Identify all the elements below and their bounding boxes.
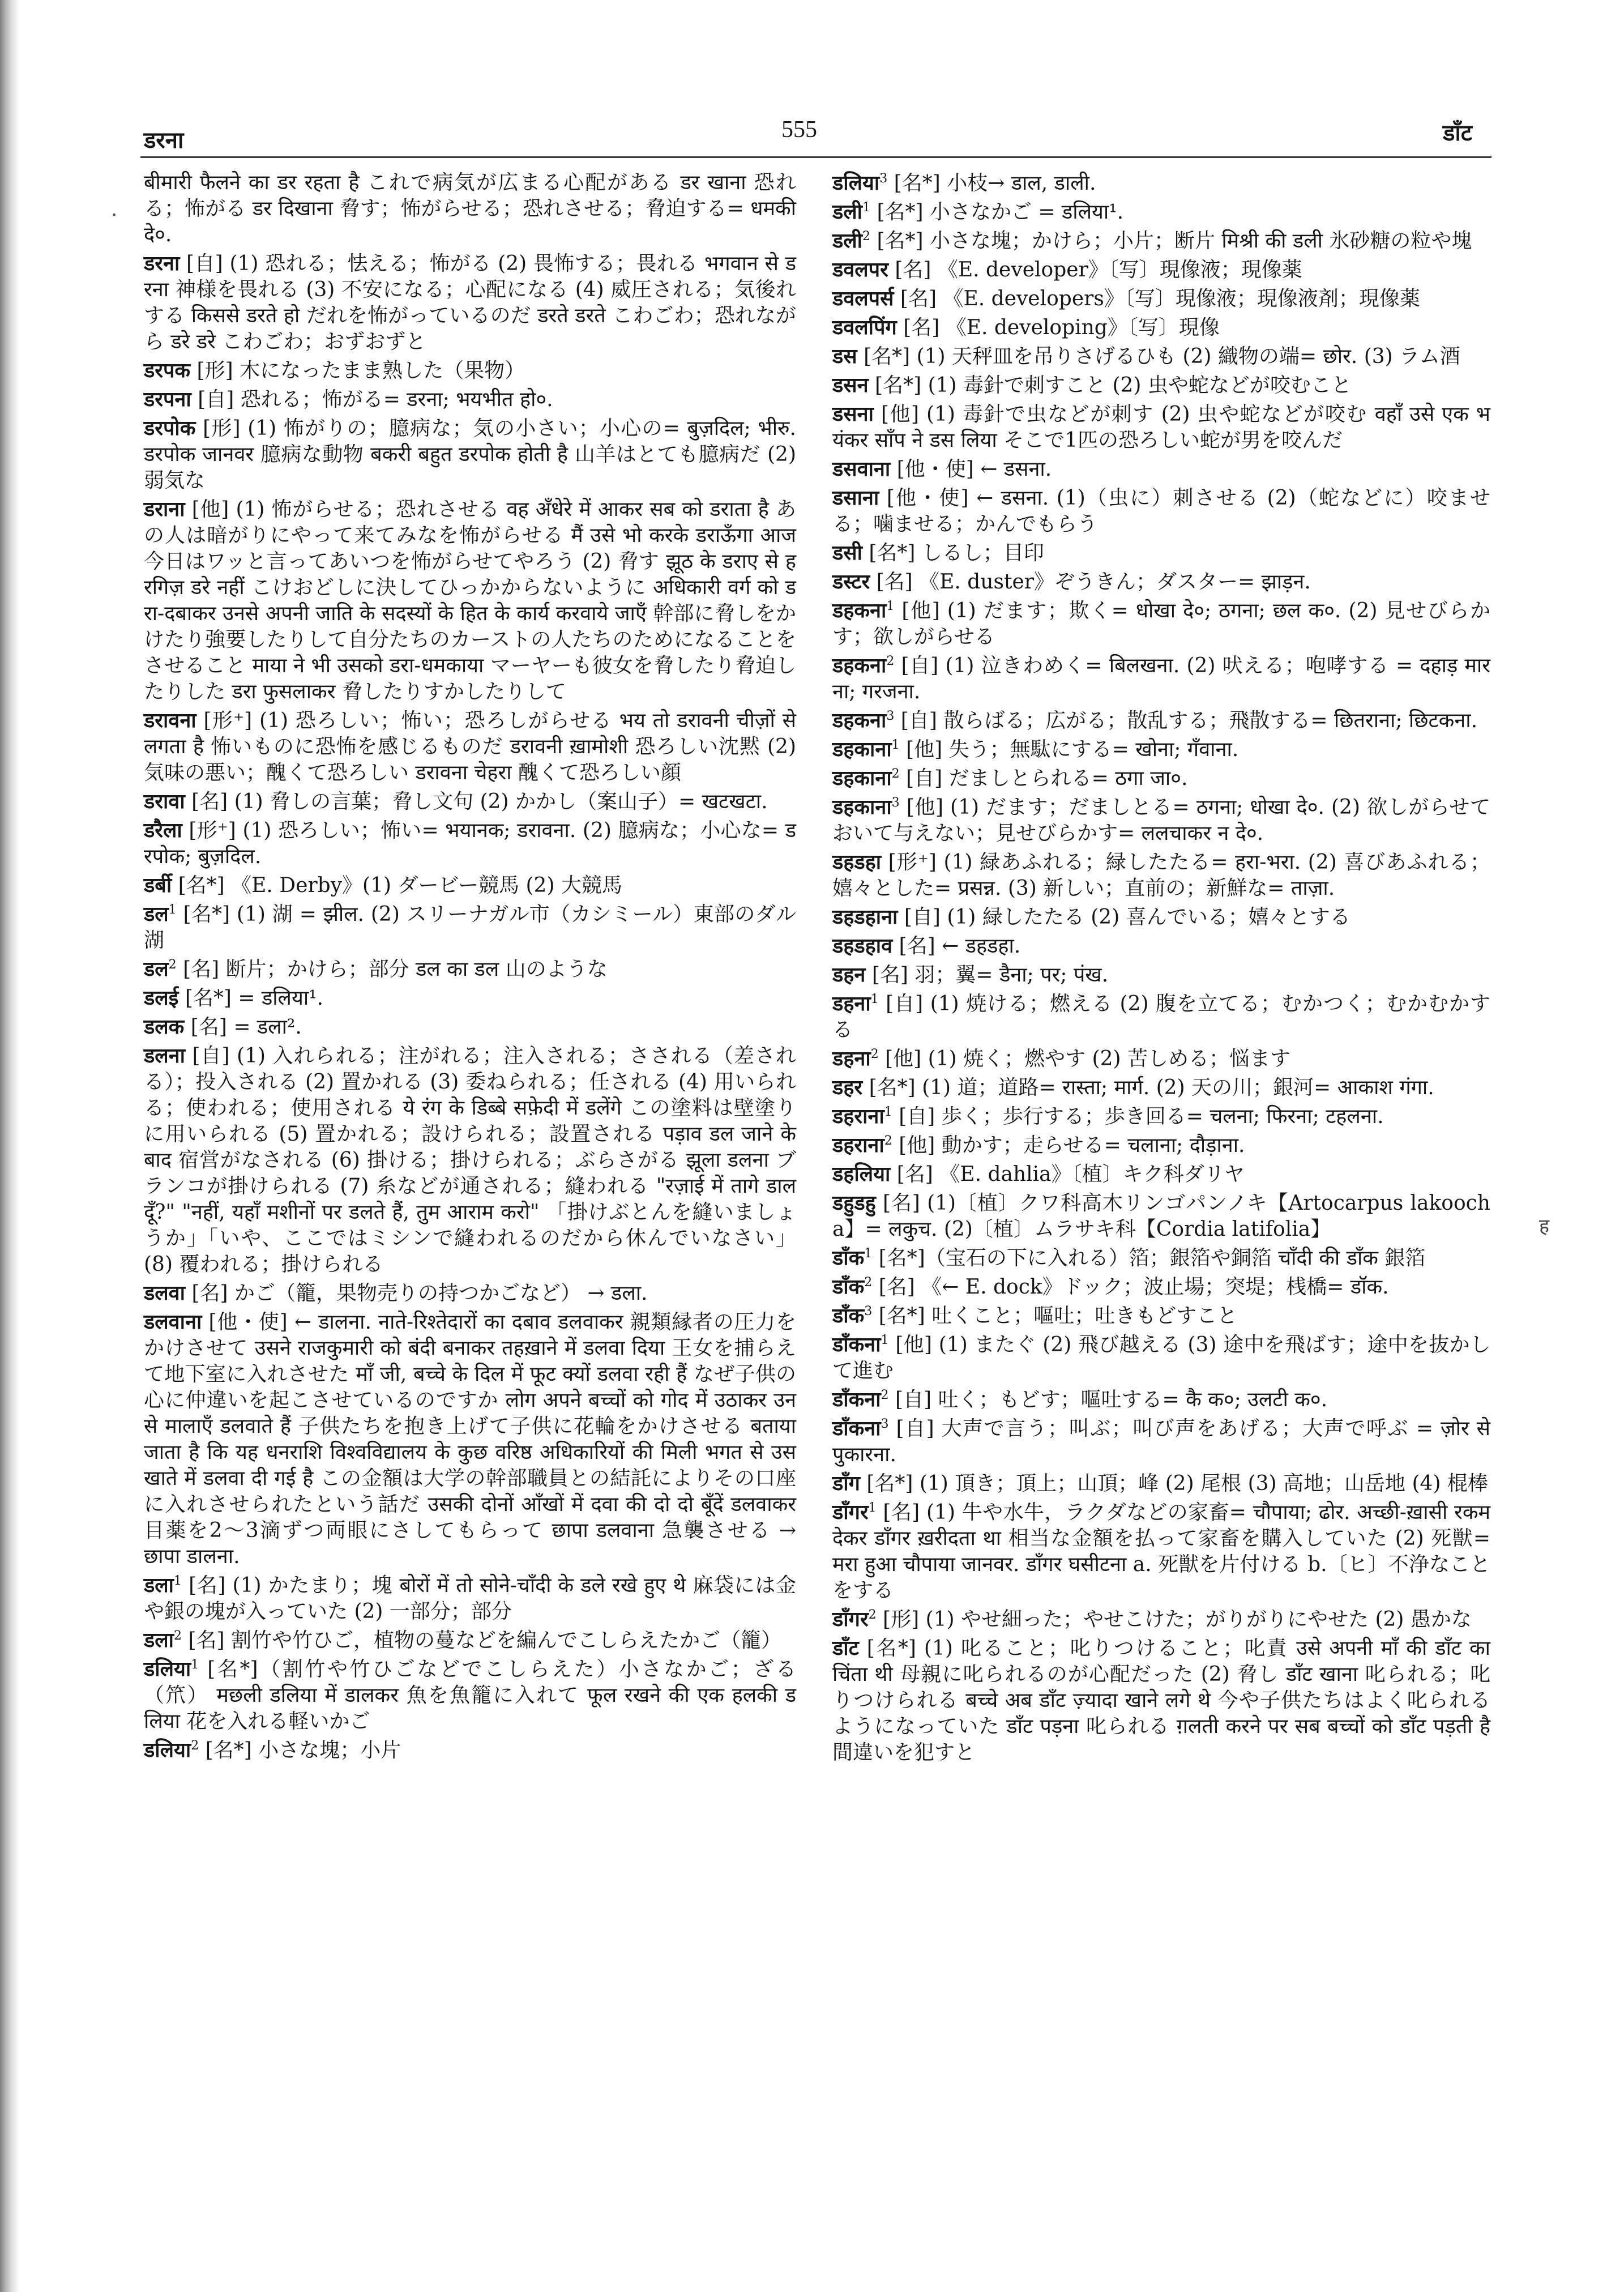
dictionary-entry xyxy=(832,1045,1490,1072)
dictionary-entry xyxy=(832,401,1490,454)
dictionary-entry xyxy=(832,1470,1490,1497)
entry-headword: डलक xyxy=(144,1015,185,1039)
entry-headword: डहडहा xyxy=(832,850,882,874)
entry-headword: डहुडहु xyxy=(832,1191,876,1215)
entry-definition: [他] (1) だます；欺く= धोखा दे०; ठगना; छल क०. (2) 見せびらかす；欲しがらせる xyxy=(832,599,1490,648)
entry-headword: डहकना xyxy=(832,599,887,622)
entry-definition: [自] 散らばる；広がる；散乱する；飛散する= छितराना; छिटकना. xyxy=(900,709,1478,732)
dictionary-entry xyxy=(144,1309,796,1570)
dictionary-entry xyxy=(144,496,796,705)
entry-definition: [他] (1) 焼く；燃やす (2) 苦しめる；悩ます xyxy=(885,1047,1290,1070)
entry-headword: डाँगर xyxy=(832,1500,869,1524)
dictionary-entry xyxy=(832,314,1490,341)
entry-definition: [名*] (1) 毒針で刺すこと (2) 虫や蛇などが咬むこと xyxy=(875,374,1352,397)
entry-headword: डलवा xyxy=(144,1281,186,1305)
dictionary-entry xyxy=(144,1737,796,1764)
entry-headword: डहकाना xyxy=(832,795,892,819)
entry-headword: डस्टर xyxy=(832,570,870,594)
margin-dot: · xyxy=(111,204,118,227)
dictionary-entry xyxy=(144,956,796,983)
entry-headword: डाँकना xyxy=(832,1333,881,1356)
entry-definition: [名*] しるし；目印 xyxy=(869,541,1044,565)
entry-definition: [他] (1) 毒針で虫などが刺す (2) 虫や蛇などが咬む वहाँ उसे एक भयंकर साँप ने डस लिया そこで1匹の恐ろしい蛇が男を咬んだ xyxy=(832,403,1490,452)
entry-headword: डलवाना xyxy=(144,1310,202,1334)
dictionary-entry xyxy=(832,569,1490,595)
entry-headword: डहकाना xyxy=(832,737,892,761)
dictionary-entry xyxy=(144,1572,796,1625)
entry-definition: [他] 動かす；走らせる= चलाना; दौड़ाना. xyxy=(899,1134,1245,1157)
dictionary-entry xyxy=(832,285,1490,312)
entry-headword: डहन xyxy=(832,963,866,987)
dictionary-entry xyxy=(832,1103,1490,1130)
entry-definition: [自] だましとられる= ठगा जा०. xyxy=(906,767,1188,790)
entry-headword: डरपक xyxy=(144,358,191,382)
entry-headword: डहना xyxy=(832,1047,871,1070)
dictionary-entry xyxy=(832,1132,1490,1159)
entry-headword: डरावा xyxy=(144,789,185,813)
entry-definition: [自] (1) 泣きわめく= बिलखना. (2) 吠える；咆哮する = दहाड़ मारना; गरजना. xyxy=(832,654,1490,703)
homograph-number: 1 xyxy=(881,1333,889,1347)
right-column xyxy=(832,170,1490,1768)
dictionary-entry xyxy=(144,357,796,384)
dictionary-entry xyxy=(144,817,796,870)
entry-definition: [名] (1)〔植〕クワ科高木リンゴパンノキ【Artocarpus lakoocha】= लकुच. (2)〔植〕ムラサキ科【Cordia latifolia】 xyxy=(832,1192,1490,1241)
entry-definition: [名] 割竹や竹ひご，植物の蔓などを編んでこしらえたかご（籠） xyxy=(188,1629,781,1652)
entry-definition: [名*] 吐くこと；嘔吐；吐きもどすこと xyxy=(878,1304,1238,1328)
entry-headword: डलिया xyxy=(832,171,880,195)
entry-headword: डसन xyxy=(832,373,869,397)
dictionary-entry xyxy=(832,707,1490,734)
dictionary-entry xyxy=(832,904,1490,931)
entry-headword: डसना xyxy=(832,402,874,426)
entry-definition: [名] 断片；かけら；部分 डल का डल 山のような xyxy=(183,958,608,981)
entry-headword: डस xyxy=(832,344,857,368)
homograph-number: 3 xyxy=(864,1304,873,1318)
dictionary-entry xyxy=(832,1499,1490,1604)
entry-definition: [名] 《E. duster》ぞうきん；ダスター= झाड़न. xyxy=(876,570,1311,594)
dictionary-entry xyxy=(832,540,1490,566)
dictionary-entry xyxy=(144,1656,796,1735)
entry-headword: डलई xyxy=(144,986,179,1010)
dictionary-entry xyxy=(832,933,1490,959)
entry-headword: डरैला xyxy=(144,818,182,842)
entry-definition: [名*] 小さな塊；小片 xyxy=(205,1739,401,1762)
homograph-number: 1 xyxy=(884,1105,892,1119)
dictionary-entry xyxy=(144,788,796,815)
entry-headword: डहना xyxy=(832,992,871,1015)
dictionary-entry xyxy=(832,343,1490,370)
entry-definition: [名*] (1) 湖 = झील. (2) スリーナガル市（カシミール）東部のダル湖 xyxy=(144,903,796,952)
dictionary-entry xyxy=(144,250,796,355)
homograph-number: 2 xyxy=(868,1608,877,1622)
dictionary-entry xyxy=(832,597,1490,650)
dictionary-entry xyxy=(832,652,1490,705)
entry-definition: [自] 恐れる；怖がる= डरना; भयभीत हो०. xyxy=(198,388,553,411)
entry-definition: [名] 《E. developer》〔写〕現像液；現像薬 xyxy=(895,258,1302,281)
entry-headword: डल xyxy=(144,902,169,926)
entry-definition: [自] (1) 緑したたる (2) 喜んでいる；嬉々とする xyxy=(904,906,1351,929)
dictionary-entry xyxy=(832,1074,1490,1101)
dictionary-entry xyxy=(832,372,1490,399)
entry-headword: डलिया xyxy=(144,1657,191,1681)
entry-definition: [名] (1) 牛や水牛，ラクダなどの家畜= चौपाया; ढोर. अच्छी-ख़ासी रकम देकर डाँगर ख़रीदता था 相当な金額を払って家畜を購入していた (2) 死獣= मरा हुआ चौपाया जानवर. डाँगर घसीटना a. 死獣を片付ける b.〔ヒ〕不浄なことをする xyxy=(832,1501,1490,1602)
entry-definition: [名] 《E. developers》〔写〕現像液；現像液剤；現像薬 xyxy=(900,287,1420,310)
entry-definition: [名] 《E. developing》〔写〕現像 xyxy=(903,316,1220,339)
entry-definition: [他] 失う；無駄にする= खोना; गँवाना. xyxy=(906,738,1239,761)
homograph-number: 1 xyxy=(864,1247,873,1261)
homograph-number: 1 xyxy=(174,1574,182,1588)
entry-definition: [名*]（宝石の下に入れる）箔；銀箔や銅箔 चाँदी की डाँक 銀箔 xyxy=(878,1247,1426,1270)
dictionary-entry xyxy=(144,707,796,786)
dictionary-entry xyxy=(832,456,1490,483)
homograph-number: 2 xyxy=(891,767,900,781)
entry-headword: डसी xyxy=(832,541,862,565)
entry-headword: डली xyxy=(832,229,862,253)
dictionary-entry xyxy=(144,415,796,494)
dictionary-entry xyxy=(832,1606,1490,1633)
entry-headword: डहराना xyxy=(832,1104,884,1128)
dictionary-entry xyxy=(832,1635,1490,1766)
homograph-number: 2 xyxy=(870,1047,879,1061)
entry-definition: [他・使] ← डालना. नाते-रिश्तेदारों का दबाव डलवाकर 親類縁者の圧力をかけさせて उसने राजकुमारी को बंदी बनाकर तहख़ाने में डलवा दिया 王女を捕らえて地下室に入れさせた माँ जी, बच्चे के दिल में फूट क्यों डलवा रही हैं なぜ子供の心に仲違いを起こさせているのですか लोग अपने बच्चों को गोद में उठाकर उनसे मालाएँ डलवाते हैं 子供たちを抱き上げて子供に花輪をかけさせる बताया जाता है कि यह धनराशि विश्वविद्यालय के कुछ वरिष्ठ अधिकारियों की मिली भगत से उस खाते में डलवा दी गई है この金額は大学の幹部職員との結託によりその口座に入れさせられたという話だ उसकी दोनों आँखों में दवा की दो दो बूँदें डलवाकर 目薬を2〜3滴ずつ両眼にさしてもらって छापा डलवाना 急襲させる → छापा डालना. xyxy=(144,1311,796,1568)
entry-headword: डरपना xyxy=(144,387,191,411)
entry-headword: डला xyxy=(144,1628,174,1652)
header-rule xyxy=(140,156,1491,158)
entry-headword: डला xyxy=(144,1573,174,1597)
homograph-number: 1 xyxy=(168,903,177,917)
entry-headword: डरावना xyxy=(144,708,196,732)
homograph-number: 2 xyxy=(881,1388,889,1402)
entry-headword: डहडहाव xyxy=(832,934,893,958)
dictionary-entry xyxy=(832,991,1490,1043)
dictionary-entry xyxy=(832,765,1490,792)
homograph-number: 3 xyxy=(891,796,900,810)
homograph-number: 1 xyxy=(868,1501,877,1515)
dictionary-entry xyxy=(144,170,796,248)
entry-definition: [自] 大声で言う；叫ぶ；叫び声をあげる；大声で呼ぶ = ज़ोर से पुकारना. xyxy=(832,1417,1491,1466)
entry-definition: [形] (1) 怖がりの；臆病な；気の小さい；小心の= बुज़दिल; भीरु. डरपोक जानवर 臆病な動物 बकरी बहुत डरपोक होती है 山羊はとても臆病だ (2) 弱気な xyxy=(144,417,796,492)
dictionary-entry xyxy=(832,485,1490,537)
dictionary-entry xyxy=(832,1415,1490,1468)
entry-definition: [形] (1) やせ細った；やせこけた；がりがりにやせた (2) 愚かな xyxy=(883,1608,1472,1631)
entry-definition: [自] (1) 恐れる；怯える；怖がる (2) 畏怖する；畏れる भगवान से डरना 神様を畏れる (3) 不安になる；心配になる (4) 威圧される；気後れする किससे डरते हो だれを怖がっているのだ डरते डरते こわごわ；恐れながら डरे डरे こわごわ；おずおずと xyxy=(144,252,796,353)
dictionary-entry xyxy=(832,170,1490,197)
homograph-number: 2 xyxy=(168,958,177,972)
homograph-number: 1 xyxy=(191,1658,199,1672)
entry-headword: डाँकना xyxy=(832,1388,881,1411)
dictionary-entry xyxy=(144,872,796,899)
dictionary-entry xyxy=(832,199,1490,225)
entry-definition: [名*] 小枝→ डाल, डाली. xyxy=(894,172,1096,195)
entry-definition: [形] 木になったまま熟した（果物） xyxy=(196,359,525,382)
dictionary-entry xyxy=(144,1043,796,1278)
dictionary-entry xyxy=(144,1014,796,1040)
entry-definition: [名*] 《E. Derby》(1) ダービー競馬 (2) 大競馬 xyxy=(178,874,622,897)
dictionary-entry xyxy=(832,1274,1490,1300)
scan-binding-edge xyxy=(0,0,19,2292)
entry-definition: [他・使] ← डसना. (1)（虫に）刺させる (2)（蛇などに）咬ませる；噛ませる；かんでもらう xyxy=(832,486,1490,536)
dictionary-entry xyxy=(832,228,1490,254)
entry-headword: डराना xyxy=(144,497,185,521)
entry-headword: डाँक xyxy=(832,1275,865,1299)
entry-definition: [他・使] ← डसना. xyxy=(896,458,1052,481)
entry-definition: [自] (1) 入れられる；注がれる；注入される；さされる（差される）；投入される (2) 置かれる (3) 委ねられる；任される (4) 用いられる；使われる；使用される ये रंग के डिब्बे सफ़ेदी में डलेंगे この塗料は壁塗りに用いられる (5) 置かれる；設けられる；設置される पड़ाव डल जाने के बाद 宿営がなされる (6) 掛ける；掛けられる；ぶらさがる झूला डलना ブランコが掛けられる (7) 糸などが通される；縫われる "रज़ाई में तागे डाल दूँ?" "नहीं, यहाँ मशीनों पर डलते हैं, तुम आराम करो" 「掛けぶとんを縫いましょうか」「いや、ここではミシンで縫われるのだから休んでいなさい」 (8) 覆われる；掛けられる xyxy=(144,1044,796,1276)
dictionary-entry xyxy=(832,794,1490,847)
entry-headword: डाँक xyxy=(832,1304,865,1328)
entry-definition: [名] (1) かたまり；塊 बोरों में तो सोने-चाँदी के डले रखे हुए थे 麻袋には金や銀の塊が入っていた (2) 一部分；部分 xyxy=(144,1574,796,1623)
homograph-number: 3 xyxy=(886,709,895,723)
dictionary-entry xyxy=(144,1627,796,1654)
homograph-number: 2 xyxy=(864,1275,873,1290)
entry-headword: डलना xyxy=(144,1044,185,1068)
homograph-number: 1 xyxy=(862,200,870,215)
entry-headword: डरपोक xyxy=(144,416,196,440)
entry-headword: डवलपिंग xyxy=(832,315,897,339)
entry-definition: [名*] 小さな塊；かけら；小片；断片 मिश्री की डली 氷砂糖の粒や塊 xyxy=(877,229,1472,253)
dictionary-entry xyxy=(832,1303,1490,1329)
entry-headword: डरना xyxy=(144,251,180,275)
homograph-number: 3 xyxy=(879,172,888,186)
page-number: 555 xyxy=(781,117,817,143)
dictionary-entry xyxy=(144,386,796,413)
entry-headword: डलिया xyxy=(144,1738,191,1762)
entry-definition: [名] ← डहडहा. xyxy=(899,934,1021,958)
homograph-number: 2 xyxy=(191,1739,199,1753)
entry-definition: [名*] (1) 叱ること；叱りつけること；叱責 उसे अपनी माँ की डाँट का चिंता थी 母親に叱られるのが心配だった (2) 脅し डाँट खाना 叱られる；叱りつけられる बच्चे अब डाँट ज़्यादा खाने लगे थे 今や子供たちはよく叱られるようになっていた डाँट पड़ना 叱られる ग़लती करने पर सब बच्चों को डाँट पड़ती है 間違いを犯すと xyxy=(832,1637,1490,1764)
dictionary-entry xyxy=(832,257,1490,283)
entry-headword: डली xyxy=(832,200,862,224)
entry-headword: डसाना xyxy=(832,486,879,510)
entry-definition: बीमारी फैलने का डर रहता है これで病気が広まる心配がある डर खाना 恐れる；怖がる डर दिखाना 脅す；怖がらせる；恐れさせる；脅迫する= धमकी दे०. xyxy=(144,171,796,246)
entry-definition: [他] (1) だます；だましとる= ठगना; धोखा दे०. (2) 欲しがらせておいて与えない；見せびらかす= ललचाकर न दे०. xyxy=(832,796,1490,845)
entry-definition: [名*]（割竹や竹ひごなどでこしらえた）小さなかご；ざる（笊） मछली डलिया में डालकर 魚を魚籠に入れて फूल रखने की एक हलकी डलिया 花を入れる軽いかご xyxy=(144,1658,796,1733)
entry-definition: [自] 吐く；もどす；嘔吐する= कै क०; उलटी क०. xyxy=(895,1388,1328,1411)
entry-definition: [名*] = डलिया¹. xyxy=(185,987,324,1010)
homograph-number: 2 xyxy=(884,1134,892,1148)
dictionary-entry xyxy=(144,1280,796,1307)
entry-definition: [形⁺] (1) 恐ろしい；怖い= भयानक; डरावना. (2) 臆病な；小心な= डरपोक; बुज़दिल. xyxy=(144,819,796,868)
dictionary-entry xyxy=(832,1190,1490,1243)
entry-headword: डहकाना xyxy=(832,766,892,790)
entry-headword: डर्बी xyxy=(144,873,172,897)
entry-definition: [名*] (1) 道；道路= रास्ता; मार्ग. (2) 天の川；銀河= आकाश गंगा. xyxy=(869,1076,1434,1099)
entry-definition: [名*] (1) 天秤皿を吊りさげるひも (2) 織物の端= छोर. (3) ラム酒 xyxy=(864,345,1460,368)
entry-definition: [名*] (1) 頂き；頂上；山頂；峰 (2) 尾根 (3) 高地；山岳地 (4) 棍棒 xyxy=(866,1472,1488,1495)
homograph-number: 1 xyxy=(870,992,879,1006)
homograph-number: 1 xyxy=(886,599,895,613)
entry-headword: डाँकना xyxy=(832,1416,881,1440)
dictionary-entry xyxy=(832,1331,1490,1384)
entry-headword: डहडहाना xyxy=(832,905,898,929)
entry-definition: [他] (1) またぐ (2) 飛び越える (3) 途中を飛ばす；途中を抜かして進む xyxy=(832,1333,1490,1382)
entry-definition: [自] (1) 焼ける；燃える (2) 腹を立てる；むかつく；むかむかする xyxy=(832,992,1490,1042)
homograph-number: 2 xyxy=(862,229,870,244)
entry-headword: डहकना xyxy=(832,708,887,732)
entry-definition: [名] かご（籠，果物売りの持つかごなど） → डला. xyxy=(191,1282,648,1305)
entry-headword: डाँगर xyxy=(832,1607,869,1631)
entry-definition: [名*] 小さなかご = डलिया¹. xyxy=(877,200,1124,224)
dictionary-entry xyxy=(144,901,796,954)
entry-headword: डहलिया xyxy=(832,1162,891,1186)
entry-definition: [他] (1) 怖がらせる；恐れさせる वह अँधेरे में आकर सब को डराता है あの人は暗がりにやって来てみなを怖がらせる मैं उसे भो करके डराऊँगा आज 今日はワッと言ってあいつを怖がらせてやろう (2) 脅す झूठ के डराए से हरगिज़ डरे नहीं こけおどしに決してひっかからないように अधिकारी वर्ग को डरा-दबाकर उनसे अपनी जाति के सदस्यों के हित के कार्य करवाये जाएँ 幹部に脅しをかけたり強要したりして自分たちのカーストの人たちのためになることをさせること माया ने भी उसको डरा-धमकाया マーヤーも彼女を脅したり脅迫したりした डरा फुसलाकर 脅したりすかしたりして xyxy=(144,498,796,703)
homograph-number: 3 xyxy=(881,1417,889,1431)
homograph-number: 2 xyxy=(886,654,895,668)
entry-headword: डहर xyxy=(832,1075,863,1099)
entry-headword: डसवाना xyxy=(832,457,891,481)
left-column xyxy=(144,170,796,1766)
entry-headword: डवलपर्स xyxy=(832,287,894,310)
entry-definition: [自] 歩く；歩行する；歩き回る= चलना; फिरना; टहलना. xyxy=(899,1105,1384,1128)
dictionary-entry xyxy=(832,1245,1490,1271)
homograph-number: 1 xyxy=(891,738,900,752)
homograph-number: 2 xyxy=(174,1629,182,1643)
entry-definition: [名] 《E. dahlia》〔植〕キク科ダリヤ xyxy=(896,1163,1245,1186)
entry-definition: [名] (1) 脅しの言葉；脅し文句 (2) かかし（案山子）= खटखटा. xyxy=(191,790,768,813)
margin-mark: ह xyxy=(1539,1215,1550,1237)
entry-definition: [名] 《← E. dock》ドック；波止場；突堤；桟橋= डॉक. xyxy=(878,1275,1389,1299)
entry-headword: डाँट xyxy=(832,1636,859,1660)
entry-headword: डहकना xyxy=(832,654,887,677)
entry-headword: डाँक xyxy=(832,1246,865,1270)
dictionary-entry xyxy=(144,985,796,1011)
entry-headword: डहराना xyxy=(832,1133,884,1157)
entry-definition: [形⁺] (1) 緑あふれる；緑したたる= हरा-भरा. (2) 喜びあふれる；嬉々とした= प्रसन्न. (3) 新しい；直前の；新鮮な= ताज़ा. xyxy=(832,851,1490,900)
running-head-left: डरना xyxy=(144,127,184,153)
entry-headword: डवलपर xyxy=(832,258,888,281)
dictionary-entry xyxy=(832,736,1490,763)
entry-definition: [形⁺] (1) 恐ろしい；怖い；恐ろしがらせる भय तो डरावनी चीज़ों से लगता है 怖いものに恐怖を感じるものだ डरावनी ख़ामोशी 恐ろしい沈黙 (2) 気味の悪い；醜くて恐ろしい डरावना चेहरा 醜くて恐ろしい顔 xyxy=(144,709,796,784)
running-head-right: डाँट xyxy=(1443,119,1472,146)
entry-definition: [名] 羽；翼= डैना; पर; पंख. xyxy=(871,963,1109,987)
entry-definition: [名] = डला². xyxy=(190,1015,302,1039)
dictionary-entry xyxy=(832,1161,1490,1188)
dictionary-entry xyxy=(832,962,1490,988)
entry-headword: डल xyxy=(144,957,169,981)
dictionary-entry xyxy=(832,849,1490,902)
entry-headword: डाँग xyxy=(832,1471,860,1495)
dictionary-entry xyxy=(832,1386,1490,1413)
